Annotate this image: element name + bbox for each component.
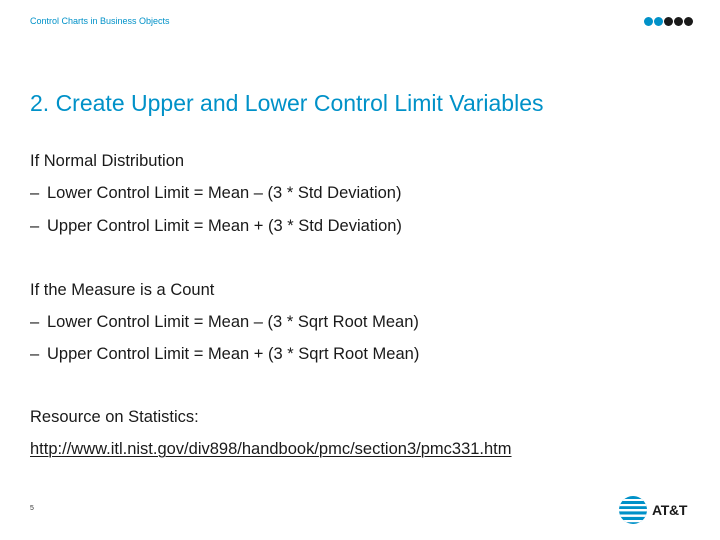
bullet-text: Lower Control Limit = Mean – (3 * Sqrt Root Mean) (47, 313, 419, 331)
logo-wordmark: AT&T (652, 502, 688, 518)
resource-link[interactable]: http://www.itl.nist.gov/div898/handbook/pmc/section3/pmc331.htm (30, 440, 512, 458)
progress-dot-remaining (684, 17, 693, 26)
deck-title: Control Charts in Business Objects (30, 16, 170, 26)
progress-dots (644, 17, 693, 26)
bullet-item (30, 184, 401, 203)
section-heading-count: If the Measure is a Count (30, 281, 215, 299)
bullet-dash: – (30, 217, 40, 235)
bullet-text: Upper Control Limit = Mean + (3 * Sqrt Root Mean) (47, 345, 420, 363)
resource-label: Resource on Statistics: (30, 408, 199, 426)
progress-dot-completed (654, 17, 663, 26)
section-heading-normal: If Normal Distribution (30, 152, 185, 170)
bullet-item (30, 313, 419, 332)
progress-dot-completed (644, 17, 653, 26)
bullet-text: Upper Control Limit = Mean + (3 * Std Deviation) (47, 217, 402, 235)
att-logo (618, 495, 687, 525)
bullet-dash: – (30, 345, 40, 363)
progress-dot-remaining (664, 17, 673, 26)
page-number: 5 (30, 505, 34, 512)
bullet-item (30, 345, 419, 364)
bullet-dash: – (30, 184, 40, 202)
bullet-dash: – (30, 313, 40, 331)
resource-link-row (30, 440, 512, 459)
att-globe-icon (618, 495, 648, 525)
bullet-item (30, 217, 402, 236)
slide-title: 2. Create Upper and Lower Control Limit Variables (30, 90, 544, 116)
bullet-text: Lower Control Limit = Mean – (3 * Std Deviation) (47, 184, 402, 202)
progress-dot-remaining (674, 17, 683, 26)
